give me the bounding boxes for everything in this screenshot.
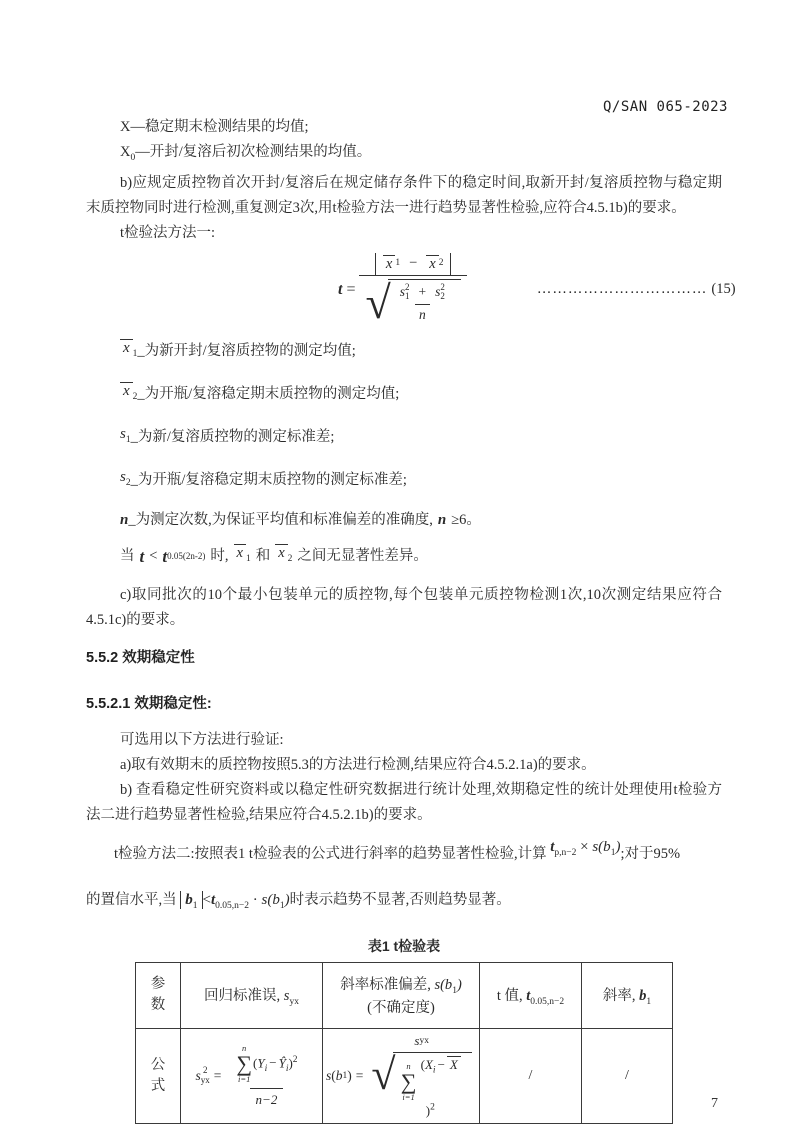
- formula-15-fraction: x 1 − x 2 √ s 2 1 + s 2 2 n: [359, 253, 466, 327]
- significance-statement: 当 t < t 0.05(2n-2) 时, x $_1$ 和 x $_2$ 之间无显著性差异。: [120, 545, 428, 567]
- formula-15: t = x 1 − x 2 √ s 2 1 + s 2 2 n …………………………… (15): [86, 254, 722, 326]
- item-a: a)取有效期末的质控物按照5.3的方法进行检测,结果应符合4.5.2.1a)的要求。: [120, 756, 596, 773]
- sqrt-expression: √ s 2 1 + s 2 2 n: [365, 279, 460, 327]
- t-method2-paragraph: t检验方法二:按照表1 t检验表的公式进行斜率的趋势显著性检验,计算 $t_{p,n-2} \times s(b_1)$;对于95% 的置信水平,当 $b_1 <t_{0.05,n-2} \cdot s(b_1)$时表示趋势不显著,否则趋势显著。: [86, 838, 681, 911]
- method-selection-intro: 可选用以下方法进行验证:: [120, 731, 284, 748]
- inline-formula-tps: $t_{p,n-2} \times s(b_1)$: [550, 838, 621, 858]
- cell-slope-empty: /: [582, 1028, 673, 1123]
- definition-n: n _为测定次数,为保证平均值和标准偏差的准确度, n ≥ 6。: [120, 511, 481, 528]
- heading-5-5-2-1: 5.5.2.1 效期稳定性:: [86, 695, 212, 712]
- inline-formula-b1: $b_1 <t_{0.05,n-2} \cdot s(b_1)$: [180, 892, 289, 908]
- page-number: 7: [711, 1096, 718, 1111]
- table-row-label-formula: 公式: [136, 1028, 181, 1123]
- page-content: [86, 115, 736, 1124]
- table-header-slope-sd: 斜率标准偏差, $s(b_1)$ (不确定度): [323, 962, 480, 1028]
- definition-x2: x $_2$ _为开瓶/复溶稳定期末质控物的测定均值;: [120, 373, 722, 416]
- heading-5-5-2: 5.5.2 效期稳定性: [86, 649, 195, 666]
- definition-x1: x $_1$ _为新开封/复溶质控物的测定均值;: [120, 330, 722, 373]
- formula-number: (15): [711, 281, 736, 298]
- definition-s1: $s_1$ _为新/复溶质控物的测定标准差;: [120, 425, 335, 445]
- formula-sb1: s ( b 1 ) = s yx √ n ∑ i=1 $(X_i - X)^2$: [323, 1028, 480, 1123]
- item-b: b) 查看稳定性研究资料或以稳定性研究数据进行统计处理,效期稳定性的统计处理使用t检验方法二进行趋势显著性检验,结果应符合4.5.2.1b)的要求。: [86, 781, 722, 823]
- paragraph-c: c)取同批次的10个最小包装单元的质控物,每个包装单元质控物检测1次,10次测定结果应符合4.5.1c)的要求。: [86, 586, 722, 628]
- definition-s2: $s_2$ _为开瓶/复溶稳定期末质控物的测定标准差;: [120, 468, 407, 488]
- t-method1-label: t检验法方法一:: [120, 224, 216, 241]
- table-header-slope: 斜率, $b_1$: [582, 962, 673, 1028]
- x-mean-definition: X—稳定期末检测结果的均值;: [120, 119, 309, 135]
- table-header-t-value: t 值, $t_{0.05,n-2}$: [480, 962, 582, 1028]
- paragraph-b: b)应规定质控物首次开封/复溶后在规定储存条件下的稳定时间,取新开封/复溶质控物与稳定期末质控物同时进行检测,重复测定3次,用t检验方法一进行趋势显著性检验,应符合4.5.1b)的要求。: [86, 174, 722, 216]
- table-header-parameter: 参数: [136, 962, 181, 1028]
- table-caption: 表1 t检验表: [367, 937, 441, 954]
- table-header-regression-se: 回归标准误, $s_{yx}$: [181, 962, 323, 1028]
- t-test-table: [135, 962, 673, 1124]
- document-code: Q/SAN 065-2023: [602, 99, 728, 115]
- formula-syx: s 2 yx = n ∑ i=1 ($Y_i$ − $Ŷ_i)^2$ n−2: [181, 1028, 323, 1123]
- formula-leader-dots: ……………………………: [536, 281, 708, 298]
- x0-mean-definition: $X_0—$开封/复溶后初次检测结果的均值。: [120, 144, 372, 163]
- cell-t-value-empty: /: [480, 1028, 582, 1123]
